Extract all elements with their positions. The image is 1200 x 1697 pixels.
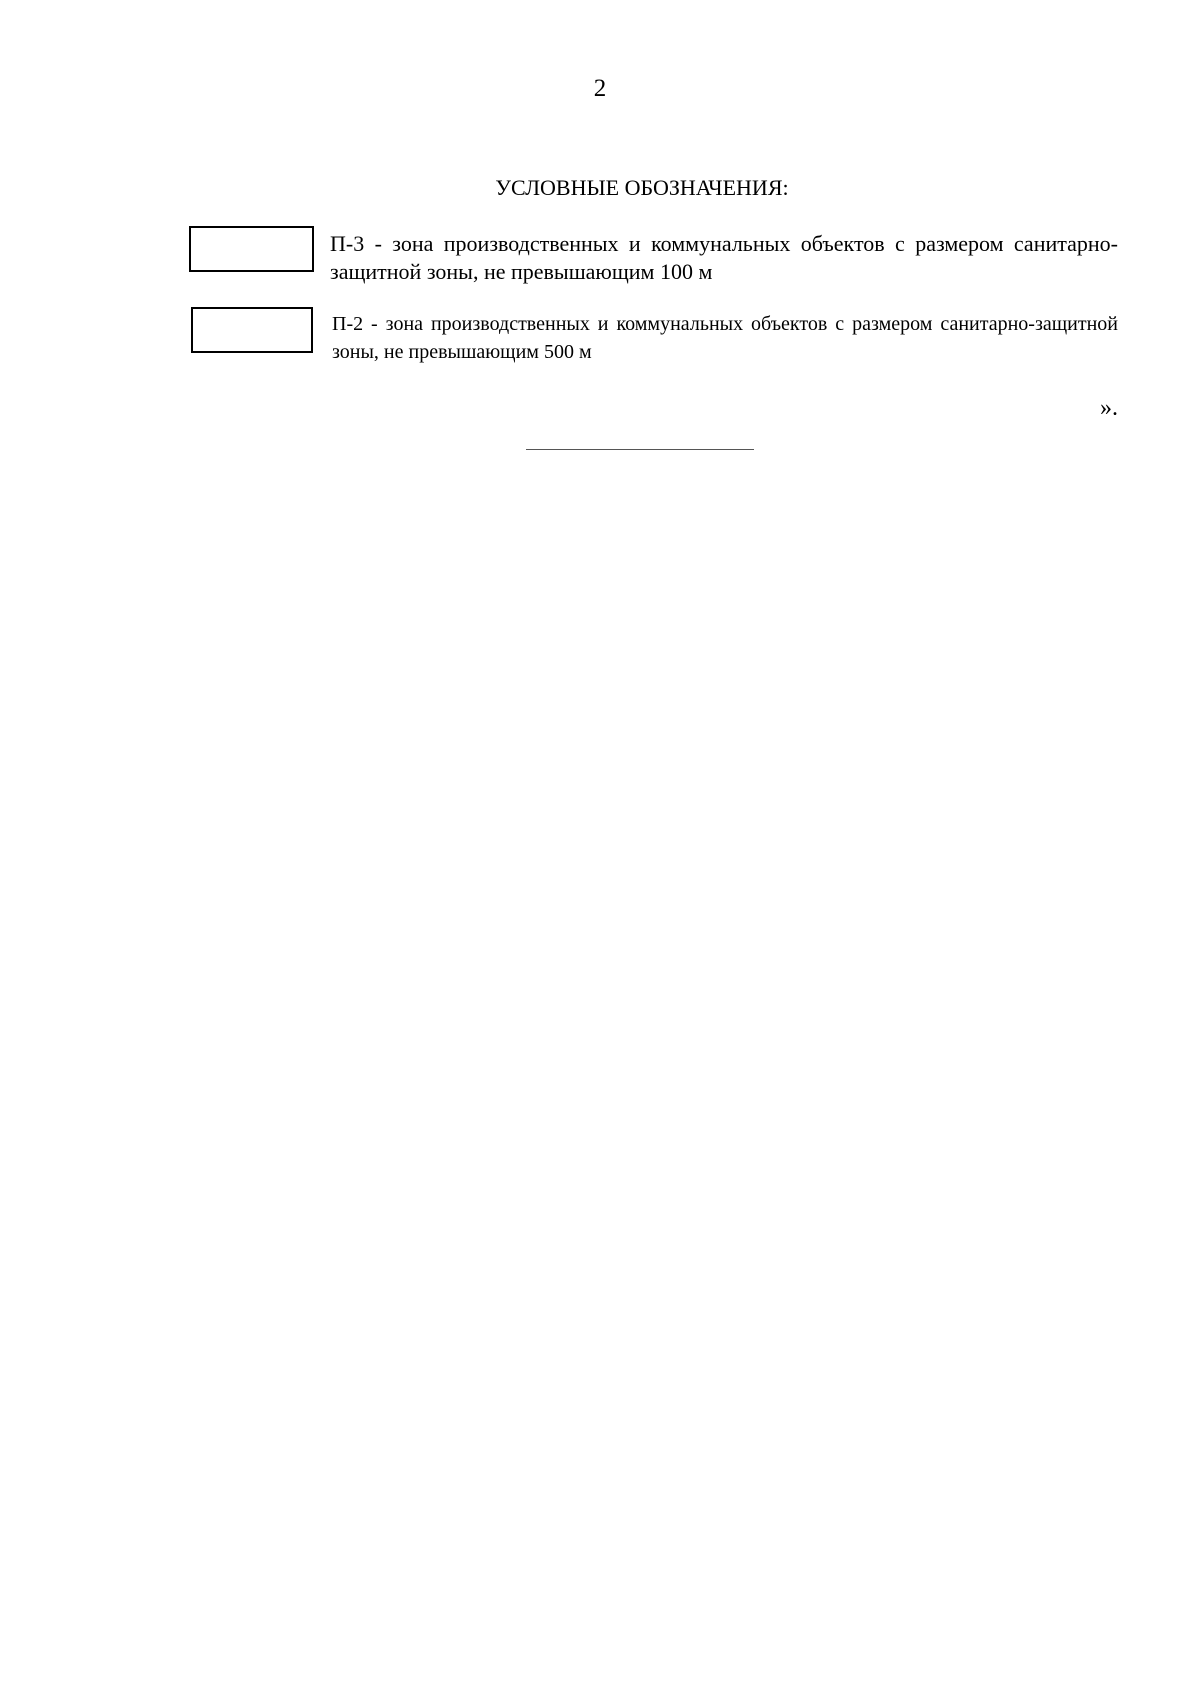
end-divider-line bbox=[526, 449, 754, 450]
legend-item-p2-text: П-2 - зона производственных и коммунальных объектов с размером санитарно-защитной зоны, не превышающим 500 м bbox=[332, 313, 1118, 363]
page-number: 2 bbox=[593, 75, 607, 102]
legend-title: УСЛОВНЫЕ ОБОЗНАЧЕНИЯ: bbox=[495, 175, 789, 200]
closing-quote: ». bbox=[1100, 395, 1118, 421]
legend-item-p3-text: П-3 - зона производственных и коммунальных объектов с размером санитарно-защитной зоны, не превышающим 100 м bbox=[330, 231, 1118, 284]
legend-swatch-p3 bbox=[189, 226, 314, 272]
legend-swatch-p2 bbox=[191, 307, 313, 353]
